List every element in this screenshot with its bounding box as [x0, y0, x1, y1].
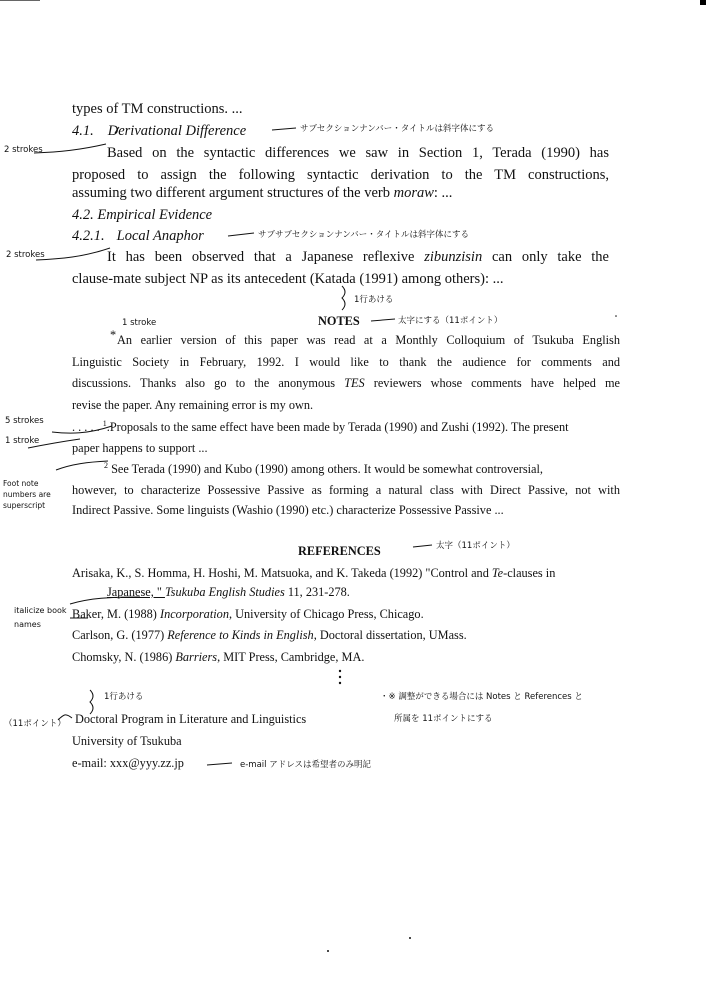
journal-title: Tsukuba English Studies — [164, 585, 285, 599]
verb-moraw: moraw — [393, 185, 434, 201]
annotation-refs-bold: 太字（11ポイント） — [436, 541, 515, 551]
word-zibunzisin: zibunzisin — [424, 249, 483, 265]
para1-line3: assuming two different argument structures of the verb moraw: ... — [72, 185, 453, 201]
note3-line2: however, to characterize Possessive Passive as forming a natural class with Direct Passive, not with — [72, 483, 620, 497]
annotation-subsection-italic-1: サブセクションナンバー・タイトルは斜字体にする — [300, 124, 495, 134]
annotation-eleven-pt: （11ポイント） — [4, 719, 66, 729]
note3-line1: $^2$ See Terada (1990) and Kubo (1990) among others. It would be somewhat controversial, — [104, 461, 543, 477]
footnote-number-1: 1 — [102, 419, 107, 428]
book-title-reference-to-kinds: Reference to Kinds in English — [167, 628, 314, 642]
note-star: * — [110, 328, 117, 342]
annotation-five-strokes: 5 strokes — [5, 416, 44, 426]
annotation-footnote-superscript: Foot note numbers are superscript — [3, 479, 51, 510]
ref-arisaka-line1: Arisaka, K., S. Homma, H. Hoshi, M. Matsuoka, and K. Takeda (1992) "Control and Te-clauses in — [72, 566, 556, 580]
annotation-blank-line-2: 1行あける — [104, 692, 144, 702]
annotation-email-note: e-mail アドレスは希望者のみ明記 — [240, 760, 371, 770]
para1-line1: Based on the syntactic differences we saw in Section 1, Terada (1990) has — [107, 145, 609, 161]
ref-baker: Baker, M. (1988) Incorporation, University of Chicago Press, Chicago. — [72, 607, 424, 621]
annotation-adjust-note-2: 所属を 11ポイントにする — [394, 714, 493, 724]
heading-4-1-number: 4.1. — [72, 123, 94, 139]
heading-4-2-1 — [72, 228, 204, 245]
tes-abbrev: TES — [344, 376, 365, 390]
book-title-barriers: Barriers — [175, 650, 218, 664]
book-title-incorporation: Incorporation — [159, 607, 229, 621]
footnote-number-2: 2 — [104, 461, 108, 470]
heading-4-2: 4.2. Empirical Evidence — [72, 207, 213, 223]
heading-4-2-1-number: 4.2.1. — [72, 228, 105, 244]
affiliation-email: e-mail: xxx@yyy.zz.jp — [72, 756, 184, 770]
corner-mark — [700, 0, 706, 5]
annotation-adjust-note: ・※ 調整ができる場合には Notes と References と — [380, 692, 583, 702]
references-title: REFERENCES — [298, 544, 381, 558]
para2-line2: clause-mate subject NP as its antecedent (Katada (1991) among others): ... — [72, 271, 504, 287]
body-line-types: types of TM constructions. ... — [72, 101, 243, 117]
annotation-one-stroke-2: 1 stroke — [5, 436, 40, 446]
ref-arisaka-line2: Japanese, " Tsukuba English Studies 11, 231-278. — [107, 585, 350, 599]
annotation-italicize-book-names: italicize book names — [14, 606, 67, 629]
note1-line3: discussions. Thanks also go to the anonymous TES reviewers whose comments have helped me — [72, 376, 621, 390]
note1-line4: revise the paper. Any remaining error is my own. — [72, 398, 314, 412]
notes-title: NOTES — [318, 314, 360, 328]
note1-line2: Linguistic Society in February, 1992. I would like to thank the audience for comments and — [72, 355, 620, 369]
annotation-notes-bold: 太字にする（11ポイント） — [398, 316, 503, 326]
affiliation-program: Doctoral Program in Literature and Linguistics — [75, 712, 307, 726]
note1-line1: An earlier version of this paper was read at a Monthly Colloquium of Tsukuba English — [117, 333, 620, 347]
top-rule — [0, 0, 40, 1]
annotation-blank-line-1: 1行あける — [354, 295, 394, 305]
annotation-one-stroke: 1 stroke — [122, 318, 157, 328]
heading-4-1-title: Derivational Difference — [107, 123, 247, 139]
note2-line1: . . . . . $^1$.Proposals to the same effect have been made by Terada (1990) and Zushi (1992). The present — [72, 419, 569, 435]
affiliation-university: University of Tsukuba — [72, 734, 182, 748]
ref-chomsky: Chomsky, N. (1986) Barriers, MIT Press, Cambridge, MA. — [72, 650, 365, 664]
note3-line3: Indirect Passive. Some linguists (Washio (1990) etc.) characterize Possessive Passive ... — [72, 503, 504, 517]
ref-carlson: Carlson, G. (1977) Reference to Kinds in English, Doctoral dissertation, UMass. — [72, 628, 467, 642]
annotation-two-strokes-2: 2 strokes — [6, 250, 45, 260]
para1-line2: proposed to assign the following syntactic derivation to the TM constructions, — [72, 167, 609, 183]
heading-4-1 — [72, 123, 246, 140]
note2-line2: paper happens to support ... — [72, 441, 208, 455]
para2-line1: It has been observed that a Japanese reflexive zibunzisin can only take the — [107, 249, 609, 265]
annotation-two-strokes-1: 2 strokes — [4, 145, 43, 155]
heading-4-2-1-title: Local Anaphor — [116, 228, 204, 244]
annotation-subsection-italic-2: サブサブセクションナンバー・タイトルは斜字体にする — [258, 230, 470, 240]
